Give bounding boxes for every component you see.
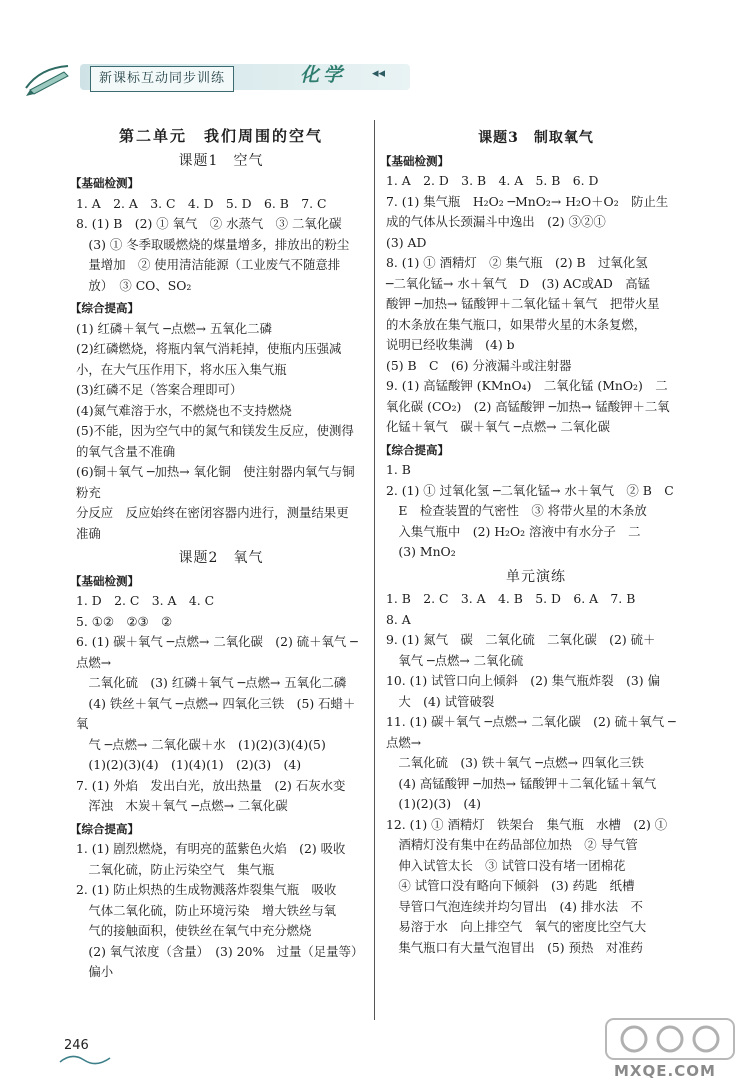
lesson-3-basic-answers (386, 171, 686, 438)
answer-line: (4) 高锰酸钾 ─加热→ 锰酸钾＋二氧化锰＋氧气 (386, 775, 657, 791)
answer-line: (5) B C (6) 分液漏斗或注射器 (386, 357, 572, 373)
lesson-3-title: 课题3 制取氧气 (478, 130, 594, 146)
answer-line: 7. (1) 集气瓶 H₂O₂ ─MnO₂→ H₂O＋O₂ 防止生 (386, 193, 669, 209)
answer-line: 2. (1) ① 过氧化氢 ─二氧化锰→ 水＋氧气 ② B C (386, 482, 674, 498)
answer-line: (4) 铁丝＋氧气 ─点燃→ 四氧化三铁 (5) 石蜡＋氧 (76, 695, 356, 731)
answer-line: 化锰＋氧气 碳＋氧气 ─点燃→ 二氧化碳 (386, 419, 610, 434)
answer-line: 12. (1) ① 酒精灯 铁架台 集气瓶 水槽 (2) ① (386, 816, 668, 832)
answer-line: 1. A 2. A 3. C 4. D 5. D 6. B 7. C (76, 195, 327, 211)
answer-line: (1) 红磷＋氧气 ─点燃→ 五氧化二磷 (76, 320, 272, 336)
answer-line: (2)红磷燃烧，将瓶内氧气消耗掉，使瓶内压强减 (76, 341, 342, 356)
answer-line: 成的气体从长颈漏斗中逸出 (2) ③②① (386, 214, 606, 229)
answer-line: 二氧化硫 (3) 铁＋氧气 ─点燃→ 四氧化三铁 (386, 755, 644, 770)
answer-line: (1)(2)(3)(4) (1)(4)(1) (2)(3) (4) (76, 757, 302, 772)
section-tag-advanced: 【综合提高】 (70, 301, 139, 315)
left-column (70, 124, 366, 983)
section-tag-basic: 【基础检测】 (70, 573, 139, 588)
page-number: 246 (64, 1038, 89, 1053)
answer-line: 的木条放在集气瓶口，如果带火星的木条复燃， (386, 316, 647, 332)
answer-line: 9. (1) 氮气 碳 二氧化硫 二氧化碳 (2) 硫＋ (386, 632, 656, 647)
answer-line: 入集气瓶中 (2) H₂O₂ 溶液中有水分子 二 (386, 523, 641, 539)
right-column (380, 124, 686, 958)
answer-line: E 检查装置的气密性 ③ 将带火星的木条放 (386, 503, 647, 518)
section-tag-basic: 【基础检测】 (70, 176, 139, 190)
pencil-logo-icon (20, 58, 80, 98)
answer-line: 氧气 ─点燃→ 二氧化硫 (386, 652, 524, 668)
answer-line: 气 ─点燃→ 二氧化碳＋水 (1)(2)(3)(4)(5) (76, 736, 326, 752)
answer-line: 偏小 (76, 964, 114, 979)
lesson-1-advanced-answers (76, 319, 366, 545)
answer-line: 量增加 ② 使用清洁能源（工业废气不随意排 (76, 257, 341, 272)
lesson-2-advanced-answers (76, 839, 366, 983)
answer-line: 9. (1) 高锰酸钾 (KMnO₄) 二氧化锰 (MnO₂) 二 (386, 378, 668, 393)
answer-line: 的氧气含量不准确 (76, 443, 176, 459)
subject-badge: 化学 (300, 64, 347, 86)
answer-line: 氧化碳 (CO₂) (2) 高锰酸钾 ─加热→ 锰酸钾＋二氧 (386, 398, 670, 414)
answer-line: ④ 试管口没有略向下倾斜 (3) 药匙 纸槽 (386, 878, 635, 893)
answer-line: (3)红磷不足（答案合理即可） (76, 382, 243, 397)
section-tag-advanced: 【综合提高】 (380, 442, 449, 457)
answer-line: 易溶于水 向上排空气 氧气的密度比空气大 (386, 919, 647, 934)
answer-line: 8. (1) ① 酒精灯 ② 集气瓶 (2) B 过氧化氢 (386, 255, 648, 270)
answer-line: 2. (1) 防止炽热的生成物溅落炸裂集气瓶 吸收 (76, 882, 337, 897)
answer-line: 10. (1) 试管口向上倾斜 (2) 集气瓶炸裂 (3) 偏 (386, 673, 660, 688)
answer-line: (5)不能，因为空气中的氮气和镁发生反应，使测得 (76, 423, 354, 438)
column-divider (374, 120, 375, 1020)
answer-line: (6)铜＋氧气 ─加热→ 氧化铜 使注射器内氧气与铜粉充 (76, 464, 355, 500)
answer-line: 5. ①② ②③ ② (76, 613, 173, 629)
answer-line: 导管口气泡连续并均匀冒出 (4) 排水法 不 (386, 898, 643, 914)
answer-line: 8. (1) B (2) ① 氧气 ② 水蒸气 ③ 二氧化碳 (76, 216, 342, 231)
answer-line: 1. B 2. C 3. A 4. B 5. D 6. A 7. B (386, 591, 636, 606)
answer-line: 伸入试管太长 ③ 试管口没有堵一团棉花 (386, 857, 626, 873)
answer-line: 大 (4) 试管破裂 (386, 693, 495, 709)
answer-line: (1)(2)(3) (4) (386, 796, 481, 811)
answer-line: (3) MnO₂ (386, 544, 456, 559)
series-title: 新课标互动同步训练 (90, 66, 234, 92)
lesson-2-title: 课题2 氧气 (178, 550, 264, 566)
answer-line: ─二氧化锰→ 水＋氧气 D (3) AC或AD 高锰 (386, 275, 650, 291)
lesson-1-basic-answers (76, 194, 366, 297)
page-header (20, 58, 720, 98)
unit-title: 第二单元 我们周围的空气 (118, 127, 323, 145)
answer-line: 1. (1) 剧烈燃烧，有明亮的蓝紫色火焰 (2) 吸收 (76, 841, 346, 856)
answer-line: 小，在大气压作用下，将水压入集气瓶 (76, 361, 287, 377)
answer-line: 1. B (386, 462, 411, 477)
lesson-1-title: 课题1 空气 (178, 152, 264, 169)
unit-practice-title: 单元演练 (506, 568, 566, 585)
section-tag-basic: 【基础检测】 (380, 153, 449, 168)
answer-line: 集气瓶口有大量气泡冒出 (5) 预热 对准药 (386, 939, 643, 955)
answer-line: 气体二氧化硫，防止环境污染 增大铁丝与氧 (76, 902, 337, 918)
unit-practice-answers (386, 589, 686, 958)
answer-line: 6. (1) 碳＋氧气 ─点燃→ 二氧化碳 (2) 硫＋氧气 ─点燃→ (76, 634, 358, 670)
answer-line: 浑浊 木炭＋氧气 ─点燃→ 二氧化碳 (76, 798, 288, 813)
answer-line: 说明已经收集满 (4) b (386, 337, 515, 352)
answer-line: (3) ① 冬季取暖燃烧的煤量增多，排放出的粉尘 (76, 236, 350, 252)
lesson-2-basic-answers (76, 591, 366, 817)
answer-line: 放） ③ CO、SO₂ (76, 277, 192, 293)
answer-line: (4)氮气难溶于水，不燃烧也不支持燃烧 (76, 402, 292, 418)
answer-line: (3) AD (386, 234, 427, 250)
answer-line: 准确 (76, 525, 101, 541)
watermark-url: MXQE.COM (614, 1062, 716, 1080)
answer-line: 酒精灯没有集中在药品部位加热 ② 导气管 (386, 837, 638, 852)
answer-line: 7. (1) 外焰 发出白光，放出热量 (2) 石灰水变 (76, 777, 346, 793)
answer-line: 11. (1) 碳＋氧气 ─点燃→ 二氧化碳 (2) 硫＋氧气 ─点燃→ (386, 714, 676, 750)
answer-line: 1. D 2. C 3. A 4. C (76, 593, 215, 608)
answer-line: 8. A (386, 611, 411, 627)
double-arrow-icon: ◂◂ (372, 66, 386, 81)
answer-line: 分反应 反应始终在密闭容器内进行，测量结果更 (76, 505, 349, 520)
answer-line: 二氧化硫，防止污染空气 集气瓶 (76, 861, 275, 877)
answer-line: 酸钾 ─加热→ 锰酸钾＋二氧化锰＋氧气 把带火星 (386, 296, 660, 311)
lesson-3-advanced-answers (386, 460, 686, 563)
answer-line: 二氧化硫 (3) 红磷＋氧气 ─点燃→ 五氧化二磷 (76, 675, 347, 690)
section-tag-advanced: 【综合提高】 (70, 821, 139, 836)
answer-line: 1. A 2. D 3. B 4. A 5. B 6. D (386, 173, 599, 188)
decorative-swirl-icon (56, 1050, 116, 1070)
answer-line: 气的接触面积，使铁丝在氧气中充分燃烧 (76, 923, 312, 938)
answer-line: (2) 氧气浓度（含量） (3) 20% 过量（足量等） (76, 943, 364, 959)
